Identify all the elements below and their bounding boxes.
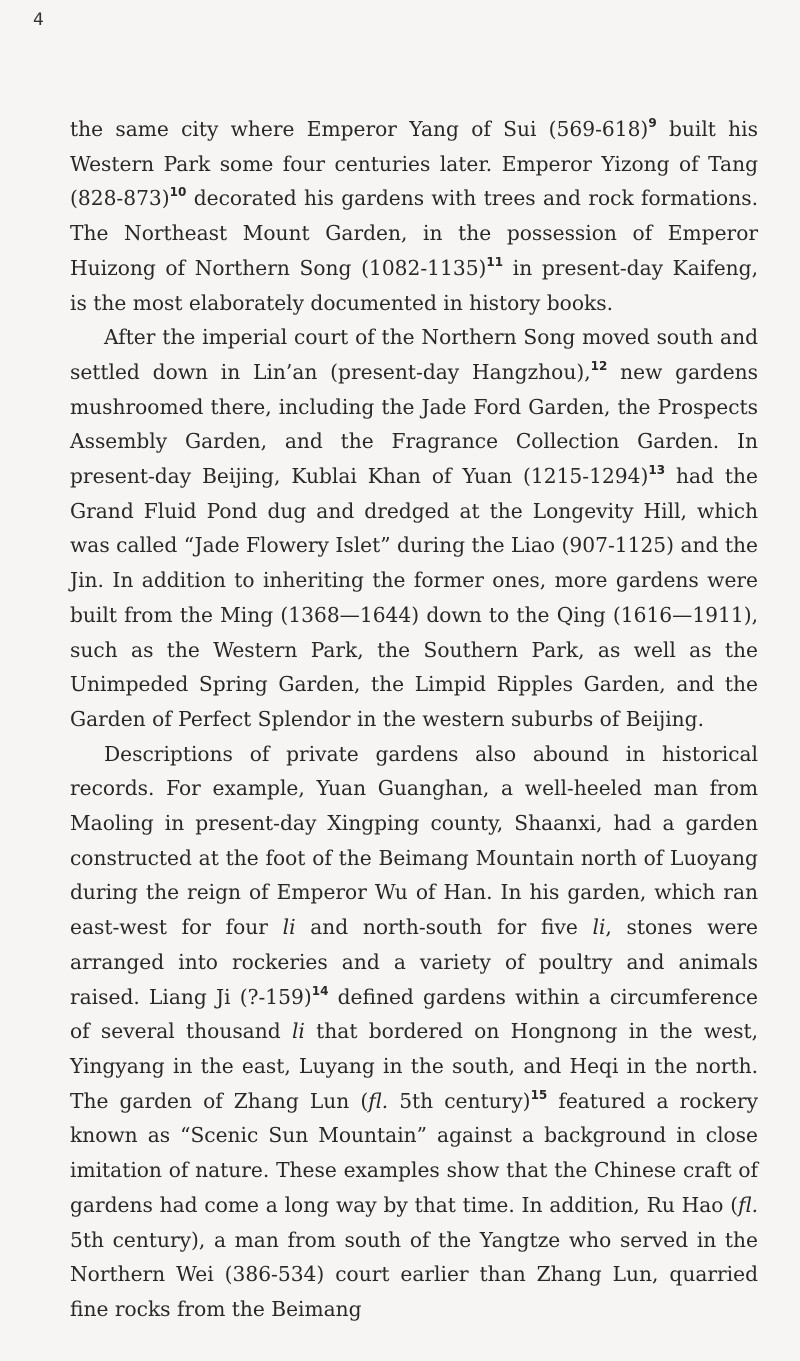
italic-term: li <box>282 915 296 940</box>
italic-term: li <box>291 1019 305 1044</box>
text-run: and north-south for five <box>295 915 593 940</box>
text-run: the same city where Emperor Yang of Sui (569-618) <box>70 117 649 141</box>
text-run: had the Grand Fluid Pond dug and dredged at the Longevity Hill, which was called “Jade Flowery Islet” during the Liao (907-1125) and the Jin. In addition to inheriting the former ones, more gardens were built from the Ming (1368—1644) down to the Qing (1616—1911), such as the Western Park, the Southern Park, as well as the Unimpeded Spring Garden, the Limpid Ripples Garden, and the Garden of Perfect Splendor in the western suburbs of Beijing. <box>70 464 758 731</box>
paragraph <box>70 320 758 736</box>
text-run: 5th century), a man from south of the Yangtze who served in the Northern Wei (386-534) court earlier than Zhang Lun, quarried fine rocks from the Beimang <box>70 1227 758 1321</box>
text-run: defined gardens within a circumference of several thousand <box>70 984 758 1044</box>
text-run: featured a rockery known as “Scenic Sun Mountain” against a background in close imitation of nature. These examples show that the Chinese craft of gardens had come a long way by that time. In addition, Ru Hao ( <box>70 1088 758 1217</box>
footnote-ref: 11 <box>486 254 504 269</box>
italic-term: fl. <box>738 1192 758 1217</box>
footnote-ref: 12 <box>590 358 608 373</box>
text-run: decorated his gardens with trees and rock formations. The Northeast Mount Garden, in the possession of Emperor Huizong of Northern Song (1082-1135) <box>70 186 758 280</box>
italic-term: fl. <box>368 1088 389 1113</box>
text-run: 5th century) <box>388 1088 531 1113</box>
paragraph <box>70 112 758 320</box>
italic-term: li <box>592 915 606 940</box>
paragraph <box>70 737 758 1327</box>
body-text <box>70 112 758 1327</box>
footnote-ref: 13 <box>648 463 666 478</box>
text-run: built his Western Park some four centuries later. Emperor Yizong of Tang (828-873) <box>70 117 758 211</box>
text-run: After the imperial court of the Northern Song moved south and settled down in Lin’an (present-day Hangzhou), <box>70 325 758 384</box>
footnote-ref: 10 <box>169 185 187 200</box>
text-run: , stones were arranged into rockeries and a variety of poultry and animals raised. Liang Ji (?-159) <box>70 915 759 1009</box>
text-run: new gardens mushroomed there, including the Jade Ford Garden, the Prospects Assembly Garden, and the Fragrance Collection Garden. In present-day Beijing, Kublai Khan of Yuan (1215-1294) <box>70 359 759 489</box>
text-run: that bordered on Hongnong in the west, Yingyang in the east, Luyang in the south, and Heqi in the north. The garden of Zhang Lun ( <box>70 1019 758 1113</box>
footnote-ref: 15 <box>530 1087 548 1102</box>
text-run: in present-day Kaifeng, is the most elaborately documented in history books. <box>70 255 758 315</box>
footnote-ref: 14 <box>311 983 329 998</box>
footnote-ref: 9 <box>648 116 657 130</box>
text-run: Descriptions of private gardens also abound in historical records. For example, Yuan Guanghan, a well-heeled man from Maoling in present-day Xingping county, Shaanxi, had a garden constructed at the foot of the Beimang Mountain north of Luoyang during the reign of Emperor Wu of Han. In his garden, which ran east-west for four <box>70 741 758 940</box>
page-number: 4 <box>33 10 44 30</box>
